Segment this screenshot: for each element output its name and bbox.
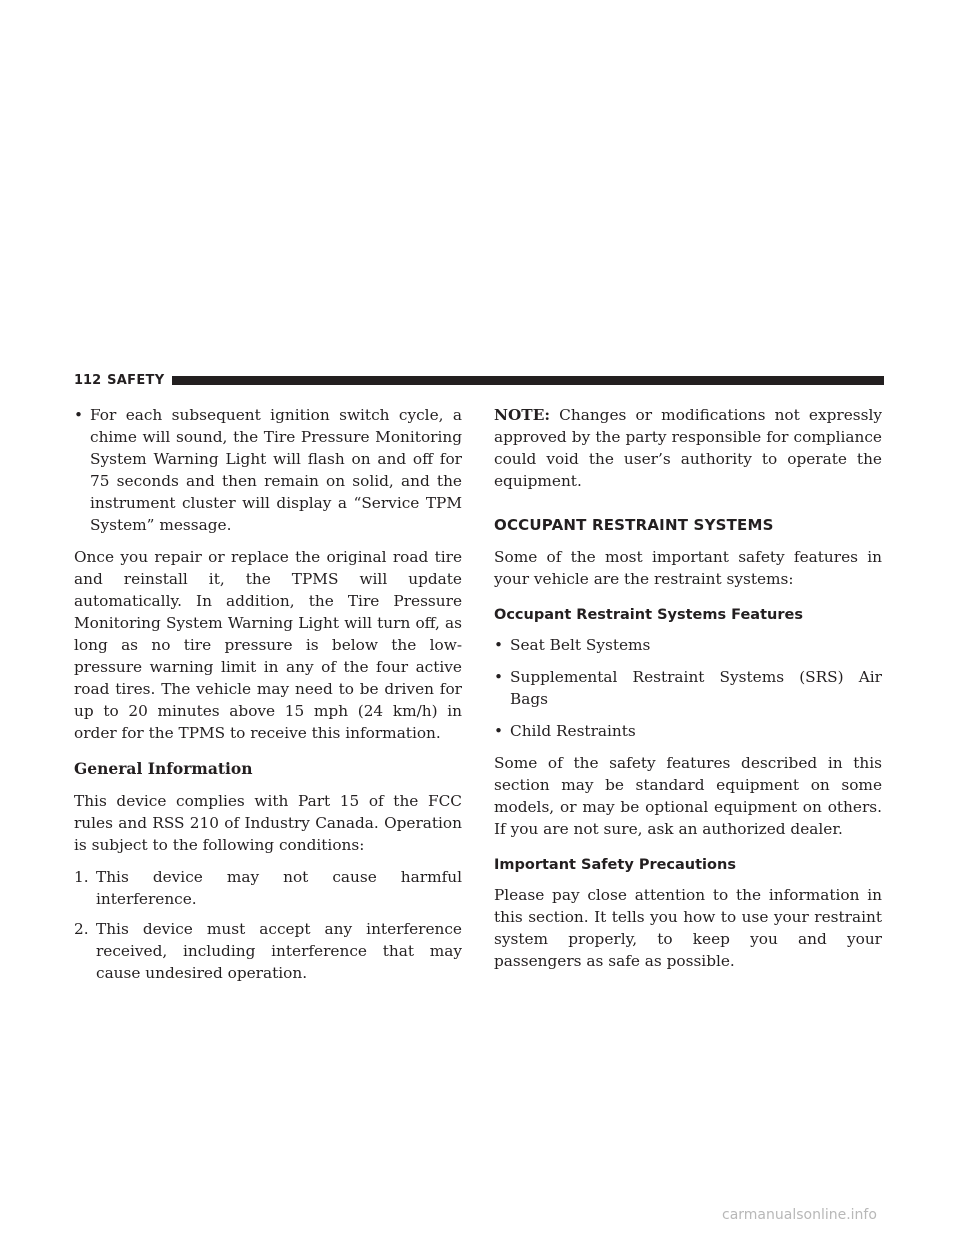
page-header xyxy=(74,369,884,391)
list-text: This device may not cause harmful interference. xyxy=(96,868,462,908)
heading-safety-precautions: Important Safety Precautions xyxy=(494,857,736,873)
paragraph-tpms-update: Once you repair or replace the original road tire and reinstall it, the TPMS will update automatically. In addition, the Tire Pressure Monitoring System Warning Light will turn off, as long as no tire pressure is below the low-pressure warning limit in any of the four active road tires. The vehicle may need to be driven for up to 20 minutes above 15 mph (24 km/h) in order for the TPMS to receive this information. xyxy=(74,548,462,742)
paragraph-restraint-intro: Some of the most important safety features in your vehicle are the restraint systems: xyxy=(494,548,882,588)
note-paragraph xyxy=(494,404,882,492)
left-column xyxy=(74,404,462,992)
note-label: NOTE: xyxy=(494,406,550,424)
page-number: 112 xyxy=(74,372,102,388)
list-item xyxy=(494,634,882,656)
heading-restraint-features: Occupant Restraint Systems Features xyxy=(494,607,803,623)
watermark-text: carmanualsonline.info xyxy=(722,1207,877,1223)
bullet-icon: • xyxy=(494,636,504,654)
list-number: 1. xyxy=(74,868,89,886)
paragraph-fcc: This device complies with Part 15 of the FCC rules and RSS 210 of Industry Canada. Operation is subject to the following conditions: xyxy=(74,792,462,854)
bullet-text: Seat Belt Systems xyxy=(510,636,651,654)
list-text: This device must accept any interference received, including interference that may cause undesired operation. xyxy=(96,920,462,982)
list-item xyxy=(494,720,882,742)
heading-occupant-restraint-systems: OCCUPANT RESTRAINT SYSTEMS xyxy=(494,516,774,534)
bullet-icon: • xyxy=(74,406,84,424)
bullet-text: Supplemental Restraint Systems (SRS) Air Bags xyxy=(510,668,882,708)
right-column xyxy=(494,404,882,982)
list-item xyxy=(74,866,462,910)
note-text: Changes or modifications not expressly approved by the party responsible for compliance could void the user’s authority to operate the equipment. xyxy=(494,406,882,490)
bullet-icon: • xyxy=(494,722,504,740)
list-item xyxy=(74,404,462,536)
list-item xyxy=(494,666,882,710)
paragraph-precautions: Please pay close attention to the information in this section. It tells you how to use your restraint system properly, to keep you and your passengers as safe as possible. xyxy=(494,886,882,970)
heading-general-information: General Information xyxy=(74,759,253,778)
list-number: 2. xyxy=(74,920,89,938)
bullet-text: For each subsequent ignition switch cycle, a chime will sound, the Tire Pressure Monitoring System Warning Light will flash on and off for 75 seconds and then remain on solid, and the instrument cluster will display a “Service TPM System” message. xyxy=(90,406,462,534)
paragraph-optional-equipment: Some of the safety features described in this section may be standard equipment on some models, or may be optional equipment on others. If you are not sure, ask an authorized dealer. xyxy=(494,754,882,838)
bullet-icon: • xyxy=(494,668,504,686)
section-title: SAFETY xyxy=(107,372,165,388)
header-rule xyxy=(172,376,884,385)
list-item xyxy=(74,918,462,984)
bullet-text: Child Restraints xyxy=(510,722,636,740)
